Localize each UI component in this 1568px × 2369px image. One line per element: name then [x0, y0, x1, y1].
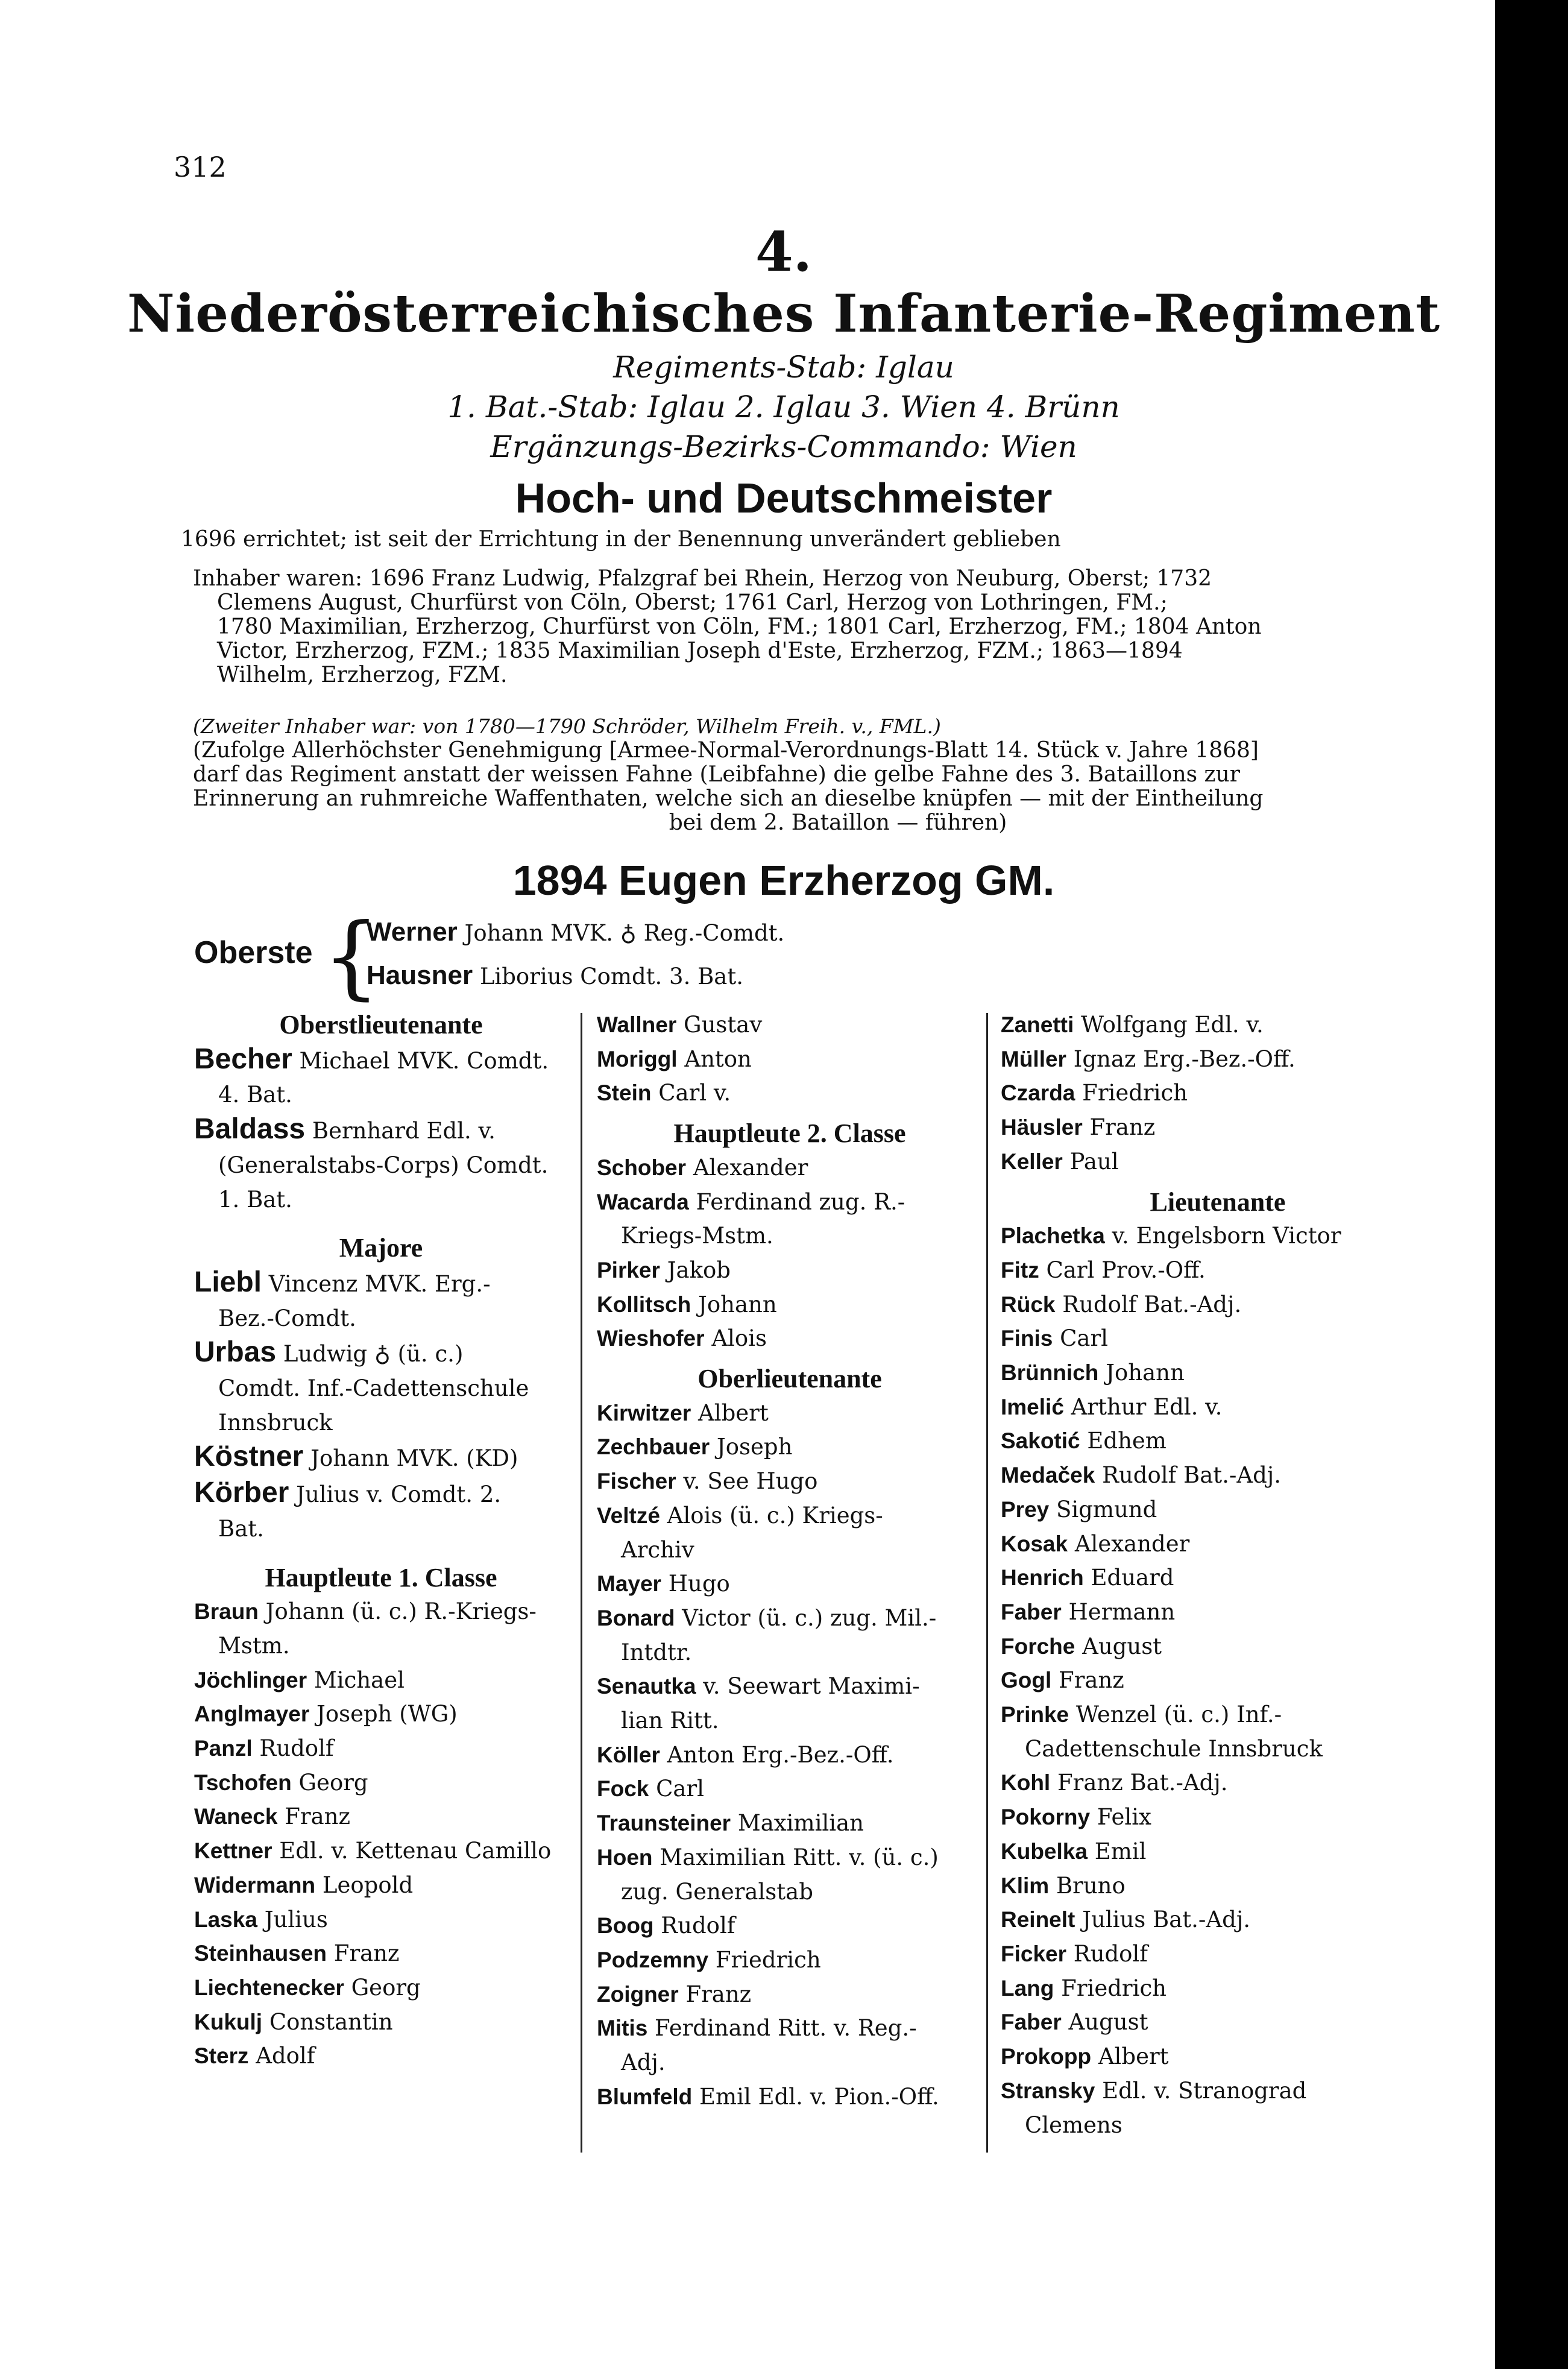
officer-surname: Czarda [1001, 1080, 1075, 1106]
officer-surname: Liechtenecker [194, 1975, 344, 2000]
inhaber-line: Victor, Erzherzog, FZM.; 1835 Maximilian Joseph d'Este, Erzherzog, FZM.; 1863—1894 [217, 639, 1183, 663]
zufolge-line: darf das Regiment anstatt der weissen Fahne (Leibfahne) die gelbe Fahne des 3. Bataillons zur [193, 762, 1240, 787]
officer-surname: Kettner [194, 1838, 272, 1864]
officer-surname: Braun [194, 1599, 259, 1624]
officer-entry [1001, 1356, 1435, 1390]
officer-details: Edl. v. Stranograd [1102, 2077, 1307, 2104]
officer-surname: Fock [597, 1776, 649, 1802]
officer-surname: Prokopp [1001, 2044, 1092, 2069]
officer-surname: Faber [1001, 1599, 1062, 1624]
officer-details: Franz [1059, 1667, 1124, 1694]
officer-surname: Fischer [597, 1469, 676, 1494]
zufolge-line: Erinnerung an ruhmreiche Waffenthaten, welche sich an dieselbe knüpfen — mit der Eintheilung [193, 786, 1264, 811]
officer-entry [194, 1971, 568, 2005]
officer-surname: Tschofen [194, 1770, 292, 1795]
officer-details: Victor (ü. c.) zug. Mil.- [682, 1604, 937, 1631]
entry-continuation [597, 1219, 983, 1254]
oberst-details: Johann MVK. ♁ Reg.-Comdt. [464, 920, 785, 946]
officer-entry [194, 1112, 568, 1149]
officer-surname: Kubelka [1001, 1838, 1088, 1864]
zufolge-line: bei dem 2. Bataillon — führen) [669, 810, 1007, 835]
officer-entry [194, 1800, 568, 1834]
officer-details: Bat. [218, 1515, 264, 1542]
officer-details: Intdtr. [621, 1639, 692, 1665]
officer-details: Cadettenschule Innsbruck [1025, 1735, 1323, 1762]
officer-entry [194, 1440, 568, 1476]
officer-surname: Prey [1001, 1497, 1050, 1522]
officer-entry [1001, 2040, 1435, 2074]
column-1 [194, 1008, 568, 2074]
officer-entry [1001, 1043, 1435, 1077]
column-divider [986, 1013, 988, 2153]
rank-heading: Oberlieutenante [697, 1364, 882, 1394]
officer-surname: Kosak [1001, 1531, 1068, 1556]
current-inhaber: 1894 Eugen Erzherzog GM. [512, 857, 1055, 904]
officer-details: Friedrich [715, 1946, 821, 1973]
officer-entry [1001, 1766, 1435, 1800]
officer-details: Felix [1097, 1804, 1151, 1831]
officer-surname: Stein [597, 1080, 652, 1106]
entry-continuation [194, 1149, 568, 1183]
officer-surname: Finis [1001, 1326, 1053, 1351]
officer-surname: Moriggl [597, 1046, 678, 1071]
officer-details: Julius Bat.-Adj. [1082, 1907, 1251, 1933]
officer-details: Johann MVK. (KD) [310, 1445, 518, 1472]
officer-surname: Laska [194, 1907, 257, 1932]
officer-surname: Klim [1001, 1873, 1050, 1898]
officer-details: August [1068, 2009, 1148, 2036]
rank-heading: Lieutenante [1150, 1187, 1286, 1217]
officer-surname: Zanetti [1001, 1012, 1074, 1037]
erganzungs-line: Ergänzungs-Bezirks-Commando: Wien [490, 429, 1077, 464]
officer-details: Michael [313, 1667, 405, 1693]
officer-surname: Baldass [194, 1113, 306, 1146]
officer-details: Alois [711, 1325, 767, 1352]
officer-surname: Zechbauer [597, 1434, 710, 1460]
officer-details: Ferdinand zug. R.- [696, 1188, 905, 1215]
officer-details: Sigmund [1056, 1496, 1157, 1522]
officer-surname: Becher [194, 1043, 292, 1075]
officer-entry [194, 1595, 568, 1629]
officer-surname: Wallner [597, 1012, 677, 1037]
officer-entry [597, 1499, 983, 1533]
officer-surname: Traunsteiner [597, 1811, 731, 1836]
officer-details: zug. Generalstab [621, 1878, 813, 1905]
officer-details: Rudolf [661, 1913, 735, 1939]
regiment-name-title: Hoch- und Deutschmeister [515, 475, 1053, 522]
officer-surname: Podzemny [597, 1947, 709, 1972]
officer-entry [1001, 1076, 1435, 1111]
officer-details: Paul [1069, 1148, 1119, 1175]
officer-surname: Rück [1001, 1292, 1056, 1317]
officer-entry [1001, 1664, 1435, 1698]
entry-continuation [1001, 2109, 1435, 2143]
officer-surname: Sterz [194, 2043, 249, 2069]
officer-entry [597, 1043, 983, 1077]
entry-continuation [194, 1629, 568, 1664]
officer-details: Franz [685, 1981, 752, 2007]
officer-entry [1001, 1145, 1435, 1179]
officer-entry [597, 1806, 983, 1841]
officer-entry [1001, 1937, 1435, 1972]
officer-entry [1001, 1972, 1435, 2006]
officer-surname: Brünnich [1001, 1360, 1099, 1386]
officer-surname: Körber [194, 1477, 289, 1509]
officer-details: Mstm. [218, 1632, 290, 1659]
oberst-details: Liborius Comdt. 3. Bat. [479, 964, 743, 989]
rank-heading: Oberstlieutenante [279, 1010, 483, 1039]
entry-continuation [194, 1512, 568, 1547]
entry-continuation [194, 1372, 568, 1406]
officer-surname: Pokorny [1001, 1805, 1091, 1830]
officer-entry [597, 1322, 983, 1356]
officer-details: Johann (ü. c.) R.-Kriegs- [265, 1598, 537, 1625]
officer-entry [194, 1937, 568, 1971]
officer-details: Rudolf [259, 1735, 334, 1762]
officer-surname: Widermann [194, 1872, 316, 1897]
officer-details: Bernhard Edl. v. [312, 1118, 496, 1144]
officer-entry [1001, 1390, 1435, 1425]
officer-details: Anton Erg.-Bez.-Off. [667, 1741, 894, 1768]
officer-entry [1001, 1561, 1435, 1595]
oberste-label: Oberste [194, 935, 313, 970]
officer-entry [194, 1869, 568, 1903]
officer-entry [597, 1841, 983, 1875]
officer-details: Wenzel (ü. c.) Inf.- [1075, 1702, 1282, 1728]
officer-details: Julius [264, 1906, 328, 1932]
entry-continuation [194, 1183, 568, 1217]
officer-surname: Imelić [1001, 1394, 1064, 1419]
officer-surname: Waneck [194, 1804, 278, 1829]
officer-details: Archiv [621, 1536, 694, 1563]
officer-details: Innsbruck [218, 1409, 333, 1436]
officer-entry [1001, 1527, 1435, 1562]
officer-surname: Forche [1001, 1633, 1075, 1659]
officer-details: Franz [285, 1803, 350, 1830]
officer-surname: Bonard [597, 1605, 675, 1630]
officer-entry [1001, 1219, 1435, 1254]
officer-entry [194, 1732, 568, 1766]
officer-surname: Prinke [1001, 1702, 1069, 1727]
officer-details: Friedrich [1061, 1975, 1167, 2001]
officer-details: Constantin [269, 2008, 393, 2035]
officer-details: Georg [351, 1974, 421, 2001]
officer-surname: Steinhausen [194, 1941, 327, 1966]
officer-surname: Ficker [1001, 1941, 1067, 1966]
officer-details: Friedrich [1082, 1080, 1188, 1106]
officer-details: Gustav [684, 1012, 763, 1038]
officer-entry [1001, 1288, 1435, 1322]
officer-surname: Zoigner [597, 1981, 679, 2007]
officer-details: Arthur Edl. v. [1071, 1393, 1223, 1420]
officer-entry [1001, 1459, 1435, 1493]
oberst-entry [367, 961, 743, 991]
errichtet-line: 1696 errichtet; ist seit der Errichtung in der Benennung unverändert geblieben [181, 527, 1061, 552]
officer-entry [597, 1288, 983, 1322]
officer-entry [597, 1465, 983, 1499]
officer-surname: Kohl [1001, 1770, 1051, 1796]
officer-surname: Henrich [1001, 1565, 1084, 1591]
inhaber-line: Inhaber waren: 1696 Franz Ludwig, Pfalzgraf bei Rhein, Herzog von Neuburg, Oberst; 1732 [193, 566, 1212, 591]
officer-surname: Plachetka [1001, 1223, 1105, 1249]
officer-details: v. See Hugo [683, 1468, 818, 1495]
column-3 [1001, 1008, 1435, 2142]
officer-details: Carl [656, 1776, 705, 1802]
spacer [194, 1547, 568, 1555]
officer-details: Alexander [693, 1154, 808, 1181]
officer-details: Alois (ü. c.) Kriegs- [667, 1502, 883, 1528]
inhaber-paragraph [193, 567, 1483, 687]
officer-details: Joseph [716, 1434, 793, 1460]
entry-continuation [194, 1406, 568, 1440]
officer-entry [1001, 1008, 1435, 1043]
inhaber-line: Wilhelm, Erzherzog, FZM. [217, 663, 508, 687]
officer-entry [597, 1185, 983, 1220]
spacer [194, 1217, 568, 1225]
entry-continuation [597, 1704, 983, 1738]
officer-details: Alexander [1074, 1530, 1190, 1557]
officer-details: Carl v. [658, 1080, 731, 1106]
officer-entry [1001, 2005, 1435, 2040]
officer-details: Georg [298, 1769, 368, 1796]
officer-details: Kriegs-Mstm. [621, 1223, 773, 1249]
oberst-entry [367, 917, 784, 947]
rank-heading: Hauptleute 1. Classe [265, 1562, 497, 1592]
officer-surname: Mitis [597, 2016, 648, 2041]
officer-details: Comdt. Inf.-Cadettenschule [218, 1375, 529, 1402]
officer-surname: Veltzé [597, 1503, 660, 1528]
officer-entry [1001, 1835, 1435, 1869]
inhaber-line: Clemens August, Churfürst von Cöln, Oberst; 1761 Carl, Herzog von Lothringen, FM.; [217, 590, 1168, 615]
officer-entry [597, 1738, 983, 1773]
officer-details: Anton [684, 1046, 752, 1072]
officer-surname: Anglmayer [194, 1702, 310, 1727]
entry-continuation [194, 1302, 568, 1336]
entry-continuation [597, 2046, 983, 2080]
officer-entry [1001, 1111, 1435, 1145]
zufolge-paragraph [193, 739, 1483, 835]
page-number: 312 [174, 151, 227, 183]
officer-details: 1. Bat. [218, 1186, 292, 1213]
officer-entry [1001, 1493, 1435, 1527]
officer-details: Joseph (WG) [316, 1701, 458, 1727]
officer-entry [194, 2005, 568, 2040]
officer-entry [194, 2039, 568, 2074]
officer-entry [597, 1567, 983, 1601]
entry-continuation [597, 1875, 983, 1910]
entry-continuation [597, 1636, 983, 1670]
regiment-title: Niederösterreichisches Infanterie-Regiment [127, 283, 1441, 344]
oberst-surname: Hausner [367, 961, 473, 990]
officer-surname: Wacarda [597, 1189, 689, 1214]
officer-surname: Boog [597, 1913, 654, 1938]
officer-surname: Medaček [1001, 1463, 1095, 1488]
officer-details: Jakob [667, 1257, 731, 1283]
officer-entry [597, 1909, 983, 1943]
officer-surname: Hoen [597, 1844, 653, 1870]
officer-entry [194, 1266, 568, 1302]
officer-surname: Jöchlinger [194, 1667, 307, 1692]
officer-entry [597, 1151, 983, 1185]
officer-surname: Pirker [597, 1257, 660, 1282]
officer-details: August [1082, 1633, 1162, 1659]
officer-details: Maximilian Ritt. v. (ü. c.) [660, 1844, 939, 1870]
officer-details: Rudolf Bat.-Adj. [1102, 1462, 1282, 1489]
officer-entry [597, 1254, 983, 1288]
officer-entry [194, 1697, 568, 1732]
officer-details: v. Seewart Maximi- [703, 1673, 920, 1700]
officer-details: Vincenz MVK. Erg.- [268, 1270, 491, 1297]
officer-surname: Kirwitzer [597, 1400, 691, 1425]
officer-surname: Urbas [194, 1336, 277, 1369]
officer-surname: Häusler [1001, 1115, 1083, 1140]
officer-entry [597, 1076, 983, 1111]
officer-entry [194, 1903, 568, 1937]
officer-surname: Müller [1001, 1046, 1066, 1071]
officer-details: 4. Bat. [218, 1082, 292, 1108]
officer-details: Johann [698, 1291, 777, 1317]
officer-surname: Blumfeld [597, 2084, 693, 2109]
officer-entry [1001, 1322, 1435, 1356]
officer-surname: Kollitsch [597, 1292, 691, 1317]
officer-surname: Panzl [194, 1736, 253, 1761]
officer-entry [194, 1043, 568, 1079]
officer-details: Emil Edl. v. Pion.-Off. [699, 2083, 939, 2110]
officer-surname: Wieshofer [597, 1326, 705, 1351]
rank-heading: Majore [339, 1233, 423, 1263]
officer-details: Ignaz Erg.-Bez.-Off. [1073, 1046, 1296, 1072]
officer-details: Edl. v. Kettenau Camillo [279, 1838, 552, 1864]
officer-details: Hugo [668, 1571, 730, 1597]
officer-surname: Gogl [1001, 1668, 1052, 1693]
inhaber-line: 1780 Maximilian, Erzherzog, Churfürst von Cöln, FM.; 1801 Carl, Erzherzog, FM.; 1804 Anton [217, 614, 1262, 639]
officer-entry [597, 1978, 983, 2012]
officer-surname: Lang [1001, 1975, 1054, 2001]
officer-surname: Faber [1001, 2010, 1062, 2035]
officer-entry [194, 1336, 568, 1372]
officer-entry [1001, 1869, 1435, 1904]
oberst-surname: Werner [367, 917, 458, 947]
officer-entry [1001, 1698, 1435, 1732]
officer-surname: Reinelt [1001, 1907, 1075, 1932]
officer-details: Rudolf [1073, 1940, 1148, 1967]
officer-entry [194, 1476, 568, 1512]
officer-entry [1001, 1424, 1435, 1459]
entry-continuation [597, 1533, 983, 1568]
officer-surname: Senautka [597, 1674, 696, 1699]
officer-surname: Liebl [194, 1266, 262, 1298]
officer-details: Albert [698, 1399, 769, 1426]
officer-entry [194, 1664, 568, 1698]
officer-details: Leopold [322, 1872, 414, 1898]
zufolge-line: (Zufolge Allerhöchster Genehmigung [Armee-Normal-Verordnungs-Blatt 14. Stück v. Jahre 1868] [193, 738, 1259, 763]
battalion-stab-line: 1. Bat.-Stab: Iglau 2. Iglau 3. Wien 4. Brünn [447, 390, 1120, 424]
officer-entry [1001, 1800, 1435, 1835]
oberste-brace: { [323, 904, 380, 1009]
officer-details: Franz [1089, 1114, 1156, 1141]
officer-details: Carl Prov.-Off. [1046, 1257, 1206, 1283]
officer-surname: Köller [597, 1742, 660, 1767]
officer-entry [597, 2080, 983, 2115]
officer-details: lian Ritt. [621, 1708, 719, 1734]
officer-details: Hermann [1068, 1598, 1176, 1625]
officer-details: Ferdinand Ritt. v. Reg.- [655, 2015, 917, 2042]
officer-details: Julius v. Comdt. 2. [296, 1481, 502, 1508]
officer-details: Albert [1098, 2043, 1169, 2070]
entry-continuation [1001, 1732, 1435, 1767]
officer-details: Franz Bat.-Adj. [1057, 1770, 1228, 1796]
officer-details: Ludwig ♁ (ü. c.) [283, 1341, 464, 1367]
column-2 [597, 1008, 983, 2115]
officer-entry [1001, 1630, 1435, 1664]
officer-details: Eduard [1091, 1565, 1174, 1591]
officer-entry [1001, 1254, 1435, 1288]
rank-heading: Hauptleute 2. Classe [673, 1118, 906, 1149]
officer-entry [597, 1396, 983, 1431]
zweiter-inhaber-note: (Zweiter Inhaber war: von 1780—1790 Schröder, Wilhelm Freih. v., FML.) [193, 714, 941, 738]
officer-entry [597, 1943, 983, 1978]
officer-surname: Sakotić [1001, 1428, 1080, 1454]
officer-entry [1001, 2074, 1435, 2109]
officer-details: Edhem [1087, 1428, 1167, 1454]
entry-continuation [194, 1078, 568, 1112]
officer-entry [597, 1430, 983, 1465]
officer-entry [597, 1008, 983, 1043]
officer-details: Franz [333, 1940, 400, 1967]
officer-entry [194, 1766, 568, 1800]
officer-entry [597, 1772, 983, 1806]
officer-surname: Kukulj [194, 2009, 263, 2034]
officer-details: Carl [1060, 1325, 1108, 1352]
officer-details: Bez.-Comdt. [218, 1305, 356, 1331]
regiment-stab-line: Regiments-Stab: Iglau [613, 350, 954, 385]
officer-details: Johann [1106, 1360, 1185, 1386]
officer-details: Wolfgang Edl. v. [1081, 1012, 1264, 1038]
officer-details: Bruno [1056, 1872, 1126, 1899]
officer-entry [597, 1601, 983, 1636]
officer-surname: Fitz [1001, 1257, 1039, 1282]
regiment-number: 4. [755, 220, 812, 284]
officer-details: (Generalstabs-Corps) Comdt. [218, 1152, 549, 1178]
officer-details: Emil [1094, 1838, 1147, 1864]
officer-surname: Köstner [194, 1440, 304, 1473]
officer-entry [597, 1670, 983, 1704]
officer-surname: Keller [1001, 1149, 1063, 1174]
officer-surname: Mayer [597, 1571, 661, 1597]
officer-entry [1001, 1903, 1435, 1937]
officer-entry [597, 2011, 983, 2046]
officer-details: Rudolf Bat.-Adj. [1062, 1291, 1242, 1317]
officer-entry [194, 1834, 568, 1869]
officer-surname: Schober [597, 1155, 687, 1180]
officer-entry [1001, 1595, 1435, 1630]
officer-details: Adj. [621, 2049, 666, 2076]
column-divider [581, 1013, 582, 2153]
officer-details: Adolf [256, 2043, 315, 2069]
officer-details: v. Engelsborn Victor [1112, 1223, 1341, 1249]
officer-details: Clemens [1025, 2112, 1122, 2138]
officer-details: Michael MVK. Comdt. [299, 1047, 549, 1074]
officer-details: Maximilian [737, 1810, 864, 1837]
officer-surname: Stransky [1001, 2078, 1095, 2103]
